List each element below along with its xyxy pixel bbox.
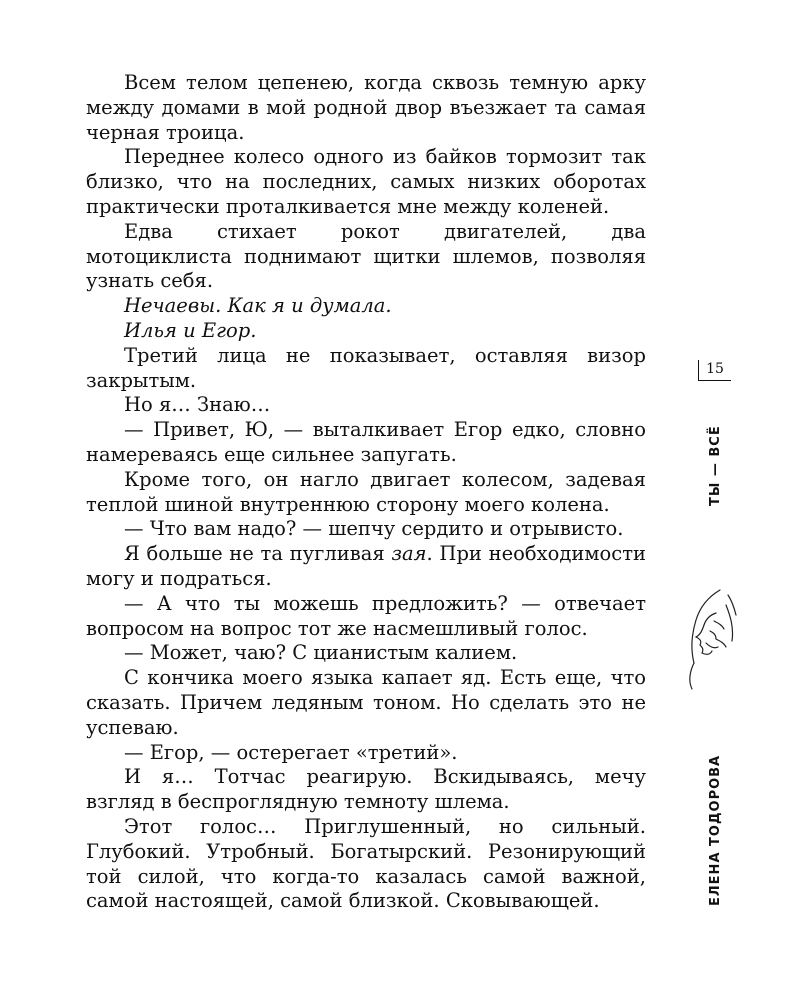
paragraph: — А что ты можешь предложить? — отвечает вопросом на вопрос тот же насмешливый голос. [86,591,646,640]
side-margin [680,0,736,1000]
silhouette-logo-icon [680,585,740,695]
paragraph: С кончика моего языка капает яд. Есть еще, что сказать. Причем ледяным тоном. Но сделать это не успеваю. [86,666,646,739]
text-span: . При необходимости могу и подраться. [86,542,646,590]
paragraph-italic: Илья и Егор. [124,318,257,342]
paragraph: Всем телом цепенею, когда сквозь темную арку между домами в мой родной двор въезжает та самая черная троица. [86,71,646,144]
paragraph: И я… Тотчас реагирую. Вскидываясь, мечу взгляд в беспроглядную темноту шлема. [86,765,646,814]
paragraph: — Может, чаю? С цианистым калием. [124,641,518,665]
paragraph: Переднее колесо одного из байков тормозит так близко, что на последних, самых низких оборотах практически проталкивается мне между коленей. [86,145,646,218]
paragraph [86,542,646,592]
page-number: 15 [698,360,731,381]
paragraph-italic: Нечаевы. Как я и думала. [124,294,392,318]
paragraph: Этот голос… Приглушенный, но сильный. Глубокий. Утробный. Богатырский. Резонирующий той силой, что когда-то казалась самой важной, самой настоящей, самой близкой. Сковывающей. [86,814,646,913]
running-head-author: ЕЛЕНА ТОДОРОВА [708,754,723,906]
paragraph: Третий лица не показывает, оставляя визор закрытым. [86,343,646,392]
paragraph: — Егор, — остерегает «третий». [124,740,458,764]
italic-word: зая [391,542,427,566]
page-text [86,71,646,914]
paragraph: Едва стихает рокот двигателей, два мотоциклиста поднимают щитки шлемов, позволяя узнать себя. [86,219,646,293]
paragraph: Кроме того, он нагло двигает колесом, задевая теплой шиной внутреннюю сторону моего колена. [86,467,646,516]
paragraph: — Что вам надо? — шепчу сердито и отрывисто. [124,517,624,541]
text-span: Я больше не та пугливая [124,542,385,566]
paragraph: Но я… Знаю… [124,393,271,417]
paragraph: — Привет, Ю, — выталкивает Егор едко, словно намереваясь еще сильнее запугать. [86,418,646,466]
running-head-title: ТЫ — ВСЁ [708,425,723,506]
